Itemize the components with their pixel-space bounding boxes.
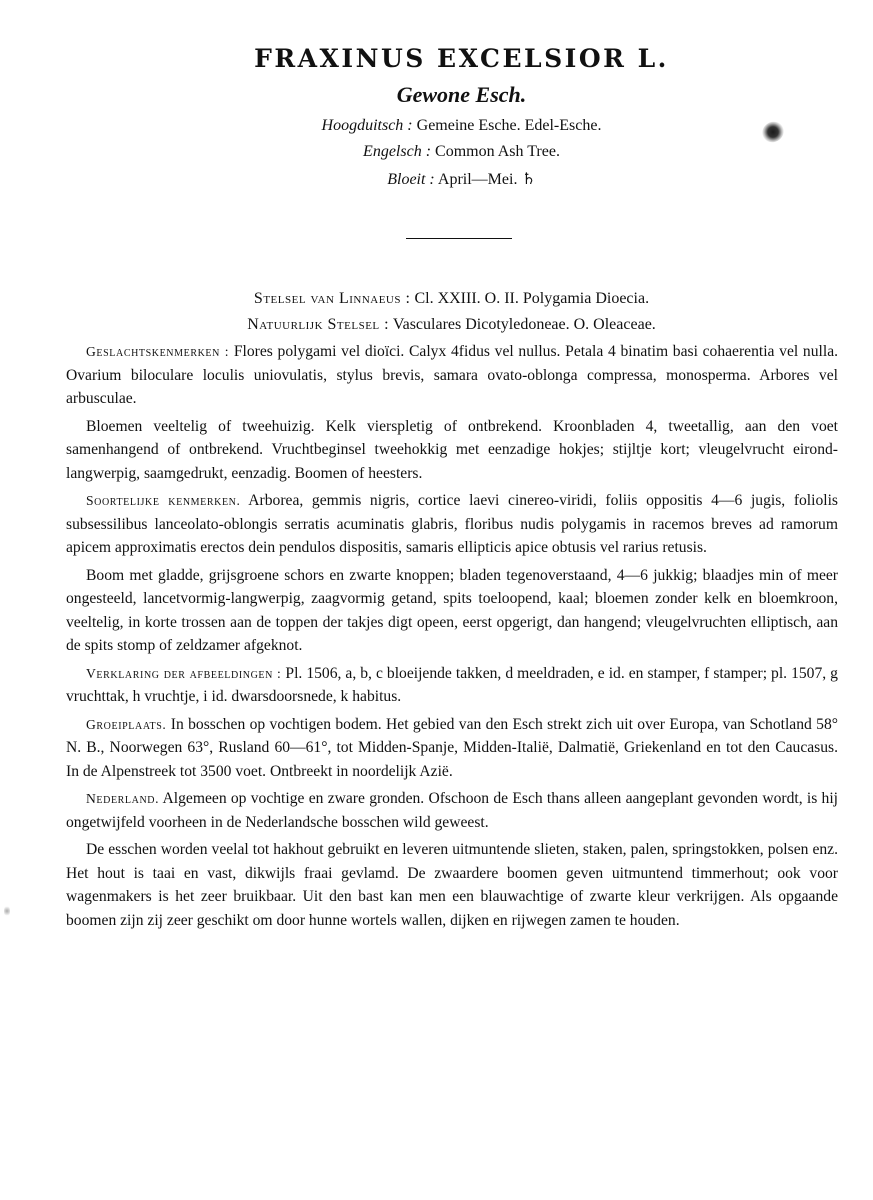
common-name: Gewone Esch.	[396, 82, 527, 107]
name-value: April—Mei. ♄	[437, 171, 536, 188]
linnaeus-value: Cl. XXIII. O. II. Polygamia Dioecia.	[414, 290, 650, 307]
paragraph-text: De esschen worden veelal tot hakhout gebruikt en leveren uitmuntende slieten, staken, palen, springstokken, polsen enz. Het hout is taai en vast, dikwijls fraai gevlamd. De zwaardere boomen geven uitmuntend timmerhout; ook voor wagenmakers is het zeer bruikbaar. Uit den bast kan men een blauwachtige of zwarte kleur verkrijgen. Als opgaande boomen zijn zij zeer geschikt om door hunne wortels wallen, dijken en rijwegen zamen te houden.	[66, 841, 838, 929]
paragraph-habitat	[66, 713, 838, 784]
paragraph-heading: Soortelijke kenmerken.	[86, 493, 241, 508]
paragraph-text: Pl. 1506, a, b, c bloeijende takken, d meeldraden, e id. en stamper, f stamper; pl. 1507, g vruchttak, h vruchtje, i id. dwarsdoorsnede, k habitus.	[66, 664, 838, 705]
paragraph-netherlands	[66, 787, 838, 834]
linnaeus-label: Stelsel van Linnaeus :	[253, 290, 411, 307]
paragraph-text: Bloemen veeltelig of tweehuizig. Kelk vierspletig of ontbrekend. Kroonbladen 4, tweetallig, aan den voet samenhangend of ontbrekend. Vruchtbeginsel tweehokkig met eenzadige hokjes; stijltje kort; vleugelvrucht eirond-langwerpig, saamgedrukt, eenzadig. Boomen of heesters.	[66, 417, 838, 482]
natural-value: Vasculares Dicotyledoneae. O. Oleaceae.	[392, 316, 656, 333]
paper-mark	[4, 905, 10, 917]
paragraph-heading: Verklaring der afbeeldingen :	[86, 665, 282, 681]
paragraph-genus-latin	[66, 340, 838, 411]
paragraph-text: Arborea, gemmis nigris, cortice laevi cinereo-viridi, foliis oppositis 4—6 jugis, foliolis subsessilibus lanceolato-oblongis serratis acuminatis glabris, floribus nudis polygamis in racemos breves ad ramorum apicem approximatis erectos dein pendulos dispositis, samaris ellipticis apice obtusis vel rarius retusis.	[66, 492, 838, 556]
paragraph-heading: Groeiplaats.	[86, 716, 167, 732]
natural-label: Natuurlijk Stelsel :	[247, 316, 390, 333]
name-value: Common Ash Tree.	[435, 143, 560, 160]
name-line-german	[0, 117, 873, 135]
name-value: Gemeine Esche. Edel-Esche.	[416, 117, 602, 134]
name-label: Hoogduitsch :	[321, 117, 413, 134]
paragraph-heading: Nederland.	[86, 791, 160, 806]
paragraph-genus-dutch	[66, 415, 838, 486]
paragraph-species-latin	[66, 489, 838, 560]
name-label: Engelsch :	[363, 143, 432, 160]
natural-system-line	[0, 316, 873, 334]
name-label: Bloeit :	[387, 171, 435, 188]
paragraph-text: Algemeen op vochtige en zware gronden. Ofschoon de Esch thans alleen aangeplant gevonden wordt, is hij ongetwijfeld voorheen in de Nederlandsche bosschen wild geweest.	[66, 790, 838, 831]
description-body	[66, 340, 838, 936]
name-line-english	[0, 143, 873, 161]
paragraph-text: In bosschen op vochtigen bodem. Het gebied van den Esch strekt zich uit over Europa, van Schotland 58° N. B., Noorwegen 63°, Rusland 60—61°, tot Midden-Spanje, Midden-Italië, Dalmatië, Griekenland en tot den Caucasus. In de Alpenstreek tot 3500 voet. Ontbreekt in noordelijk Azië.	[66, 715, 838, 780]
paragraph-figures	[66, 662, 838, 709]
paragraph-heading: Geslachtskenmerken :	[86, 344, 230, 359]
divider-rule	[406, 238, 512, 239]
paragraph-text: Boom met gladde, grijsgroene schors en zwarte knoppen; bladen tegenoverstaand, 4—6 jukkig; blaadjes min of meer ongesteeld, lancetvormig-langwerpig, zaagvormig getand, spits toeloopend, kaal; bloemen zonder kelk en bloemkroon, veeltelig, in korte trossen aan de toppen der takjes digt opeen, eerst opgerigt, dan hangend; vleugelvruchten elliptisch, aan de spits stomp of zeldzamer afgeknot.	[66, 566, 838, 654]
paragraph-text: Flores polygami vel dioïci. Calyx 4fidus vel nullus. Petala 4 binatim basi cohaerentia vel nulla. Ovarium biloculare loculis uniovulatis, stylus brevis, samara ovato-oblonga compressa, monosperma. Arbores vel arbusculae.	[66, 343, 839, 407]
paragraph-uses	[66, 838, 838, 932]
linnaeus-system-line	[0, 290, 873, 308]
species-title: FRAXINUS EXCELSIOR L.	[254, 44, 669, 73]
name-line-flowering	[0, 169, 873, 189]
paragraph-species-dutch	[66, 564, 838, 658]
